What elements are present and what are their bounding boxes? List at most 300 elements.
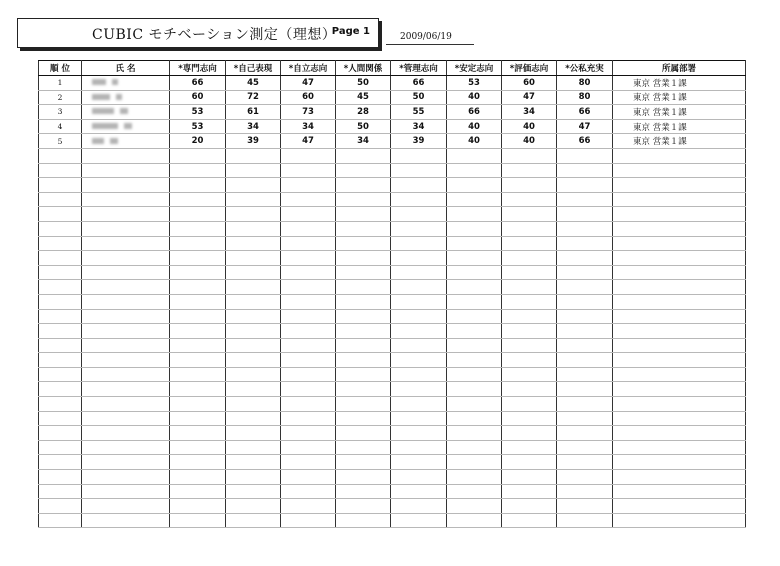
score-cell bbox=[281, 338, 336, 353]
score-cell bbox=[336, 353, 391, 368]
department-cell bbox=[613, 455, 746, 470]
score-cell bbox=[391, 265, 447, 280]
col-header-rank: 順 位 bbox=[39, 61, 82, 76]
redacted-name-block bbox=[124, 123, 132, 129]
score-cell bbox=[502, 265, 557, 280]
rank-cell bbox=[39, 221, 82, 236]
score-cell bbox=[336, 294, 391, 309]
score-cell bbox=[281, 353, 336, 368]
score-cell: 66 bbox=[557, 134, 613, 149]
name-cell bbox=[82, 324, 170, 339]
department-cell bbox=[613, 309, 746, 324]
table-body bbox=[39, 76, 746, 528]
rank-cell: 4 bbox=[39, 119, 82, 134]
department-cell bbox=[613, 513, 746, 528]
score-cell bbox=[447, 440, 502, 455]
score-cell bbox=[336, 426, 391, 441]
score-cell bbox=[502, 397, 557, 412]
col-header-management: *管理志向 bbox=[391, 61, 447, 76]
score-cell bbox=[226, 324, 281, 339]
score-cell bbox=[281, 280, 336, 295]
score-cell bbox=[391, 411, 447, 426]
score-cell bbox=[281, 397, 336, 412]
score-cell bbox=[557, 499, 613, 514]
score-cell: 47 bbox=[557, 119, 613, 134]
score-cell bbox=[336, 221, 391, 236]
score-cell bbox=[336, 484, 391, 499]
score-cell bbox=[336, 470, 391, 485]
score-cell bbox=[170, 338, 226, 353]
score-cell bbox=[281, 221, 336, 236]
score-cell bbox=[557, 192, 613, 207]
score-cell bbox=[557, 207, 613, 222]
score-cell bbox=[281, 499, 336, 514]
department-cell bbox=[613, 207, 746, 222]
table-row bbox=[39, 221, 746, 236]
rank-cell: 1 bbox=[39, 76, 82, 91]
score-cell bbox=[557, 178, 613, 193]
score-cell bbox=[557, 382, 613, 397]
name-cell bbox=[82, 455, 170, 470]
score-cell bbox=[336, 338, 391, 353]
score-cell bbox=[226, 221, 281, 236]
rank-cell bbox=[39, 207, 82, 222]
department-cell: 東京 営業１課 bbox=[613, 90, 746, 105]
rank-cell bbox=[39, 426, 82, 441]
score-cell: 61 bbox=[226, 105, 281, 120]
rank-cell bbox=[39, 251, 82, 266]
score-cell bbox=[226, 484, 281, 499]
department-cell: 東京 営業１課 bbox=[613, 134, 746, 149]
score-cell bbox=[502, 207, 557, 222]
score-cell bbox=[557, 324, 613, 339]
score-cell bbox=[226, 367, 281, 382]
name-cell bbox=[82, 134, 170, 149]
department-cell bbox=[613, 265, 746, 280]
score-cell bbox=[502, 513, 557, 528]
name-cell bbox=[82, 280, 170, 295]
score-cell bbox=[281, 163, 336, 178]
score-cell bbox=[502, 221, 557, 236]
department-cell: 東京 営業１課 bbox=[613, 119, 746, 134]
table-row bbox=[39, 119, 746, 134]
score-cell bbox=[170, 294, 226, 309]
rank-cell: 5 bbox=[39, 134, 82, 149]
redacted-name-block bbox=[92, 138, 104, 144]
score-cell: 80 bbox=[557, 90, 613, 105]
score-cell bbox=[170, 513, 226, 528]
table-row bbox=[39, 397, 746, 412]
rank-cell: 3 bbox=[39, 105, 82, 120]
rank-cell bbox=[39, 499, 82, 514]
score-cell bbox=[391, 426, 447, 441]
score-cell: 53 bbox=[170, 105, 226, 120]
score-cell: 66 bbox=[170, 76, 226, 91]
score-cell: 73 bbox=[281, 105, 336, 120]
score-cell bbox=[170, 484, 226, 499]
score-cell bbox=[336, 411, 391, 426]
score-cell: 66 bbox=[447, 105, 502, 120]
score-cell bbox=[170, 148, 226, 163]
col-header-independence: *自立志向 bbox=[281, 61, 336, 76]
rank-cell bbox=[39, 470, 82, 485]
name-cell bbox=[82, 221, 170, 236]
score-cell bbox=[502, 440, 557, 455]
department-cell bbox=[613, 426, 746, 441]
score-cell bbox=[502, 324, 557, 339]
department-cell bbox=[613, 338, 746, 353]
rank-cell bbox=[39, 484, 82, 499]
score-cell bbox=[502, 280, 557, 295]
table-row bbox=[39, 90, 746, 105]
col-header-name: 氏 名 bbox=[82, 61, 170, 76]
score-cell bbox=[557, 470, 613, 485]
score-cell bbox=[557, 265, 613, 280]
department-cell bbox=[613, 324, 746, 339]
score-cell: 53 bbox=[447, 76, 502, 91]
name-cell bbox=[82, 499, 170, 514]
table-row bbox=[39, 192, 746, 207]
score-cell bbox=[447, 280, 502, 295]
score-cell bbox=[336, 397, 391, 412]
score-cell: 34 bbox=[281, 119, 336, 134]
score-cell bbox=[502, 309, 557, 324]
score-cell bbox=[336, 382, 391, 397]
name-cell bbox=[82, 470, 170, 485]
score-cell bbox=[336, 207, 391, 222]
col-header-stability: *安定志向 bbox=[447, 61, 502, 76]
motivation-table bbox=[38, 60, 746, 528]
score-cell bbox=[447, 484, 502, 499]
score-cell: 34 bbox=[391, 119, 447, 134]
table-row bbox=[39, 499, 746, 514]
score-cell bbox=[226, 178, 281, 193]
score-cell bbox=[557, 338, 613, 353]
col-header-evaluation: *評価志向 bbox=[502, 61, 557, 76]
table-row bbox=[39, 236, 746, 251]
score-cell bbox=[170, 221, 226, 236]
department-cell bbox=[613, 499, 746, 514]
page-number: Page 1 bbox=[331, 26, 370, 37]
score-cell bbox=[557, 440, 613, 455]
score-cell: 34 bbox=[226, 119, 281, 134]
score-cell: 40 bbox=[447, 119, 502, 134]
department-cell bbox=[613, 440, 746, 455]
score-cell: 34 bbox=[336, 134, 391, 149]
score-cell bbox=[170, 367, 226, 382]
score-cell bbox=[557, 163, 613, 178]
score-cell: 47 bbox=[281, 76, 336, 91]
score-cell bbox=[336, 192, 391, 207]
score-cell bbox=[281, 251, 336, 266]
score-cell bbox=[447, 367, 502, 382]
score-cell bbox=[447, 353, 502, 368]
score-cell bbox=[557, 426, 613, 441]
score-cell bbox=[557, 513, 613, 528]
score-cell bbox=[557, 221, 613, 236]
name-cell bbox=[82, 367, 170, 382]
name-cell bbox=[82, 236, 170, 251]
score-cell bbox=[170, 207, 226, 222]
score-cell bbox=[502, 251, 557, 266]
name-cell bbox=[82, 338, 170, 353]
score-cell: 50 bbox=[336, 76, 391, 91]
col-header-self-expression: *自己表現 bbox=[226, 61, 281, 76]
name-cell bbox=[82, 76, 170, 91]
score-cell bbox=[557, 353, 613, 368]
name-cell bbox=[82, 382, 170, 397]
score-cell bbox=[557, 411, 613, 426]
score-cell bbox=[391, 470, 447, 485]
table-row bbox=[39, 309, 746, 324]
col-header-department: 所属部署 bbox=[613, 61, 746, 76]
name-cell bbox=[82, 148, 170, 163]
score-cell bbox=[226, 397, 281, 412]
date-underline bbox=[386, 44, 474, 45]
score-cell bbox=[391, 178, 447, 193]
score-cell bbox=[391, 338, 447, 353]
score-cell bbox=[226, 455, 281, 470]
score-cell bbox=[281, 470, 336, 485]
score-cell: 45 bbox=[226, 76, 281, 91]
rank-cell bbox=[39, 353, 82, 368]
rank-cell bbox=[39, 397, 82, 412]
department-cell bbox=[613, 367, 746, 382]
col-header-work-life: *公私充実 bbox=[557, 61, 613, 76]
table-row bbox=[39, 178, 746, 193]
score-cell bbox=[447, 236, 502, 251]
department-cell bbox=[613, 236, 746, 251]
score-cell bbox=[170, 353, 226, 368]
name-cell bbox=[82, 397, 170, 412]
score-cell bbox=[447, 513, 502, 528]
score-cell bbox=[447, 499, 502, 514]
score-cell bbox=[336, 499, 391, 514]
score-cell bbox=[226, 207, 281, 222]
redacted-name-block bbox=[92, 79, 106, 85]
name-cell bbox=[82, 192, 170, 207]
score-cell: 40 bbox=[502, 134, 557, 149]
table-row bbox=[39, 411, 746, 426]
score-cell bbox=[502, 426, 557, 441]
score-cell bbox=[557, 484, 613, 499]
score-cell bbox=[447, 148, 502, 163]
col-header-expertise: *専門志向 bbox=[170, 61, 226, 76]
score-cell: 47 bbox=[281, 134, 336, 149]
score-cell bbox=[281, 367, 336, 382]
rank-cell bbox=[39, 338, 82, 353]
score-cell bbox=[226, 470, 281, 485]
name-cell bbox=[82, 309, 170, 324]
rank-cell bbox=[39, 382, 82, 397]
score-cell bbox=[281, 426, 336, 441]
redacted-name-block bbox=[92, 94, 110, 100]
score-cell bbox=[391, 382, 447, 397]
rank-cell bbox=[39, 294, 82, 309]
score-cell bbox=[447, 178, 502, 193]
score-cell bbox=[281, 294, 336, 309]
score-cell: 45 bbox=[336, 90, 391, 105]
score-cell bbox=[226, 294, 281, 309]
score-cell bbox=[170, 309, 226, 324]
score-cell bbox=[226, 280, 281, 295]
name-cell bbox=[82, 353, 170, 368]
score-cell bbox=[170, 440, 226, 455]
score-cell bbox=[226, 382, 281, 397]
score-cell bbox=[391, 309, 447, 324]
table-row bbox=[39, 207, 746, 222]
score-cell bbox=[447, 455, 502, 470]
score-cell bbox=[226, 163, 281, 178]
name-cell bbox=[82, 426, 170, 441]
name-cell bbox=[82, 119, 170, 134]
department-cell bbox=[613, 221, 746, 236]
table-row bbox=[39, 353, 746, 368]
score-cell bbox=[170, 455, 226, 470]
rank-cell bbox=[39, 324, 82, 339]
score-cell bbox=[391, 499, 447, 514]
score-cell: 39 bbox=[226, 134, 281, 149]
score-cell bbox=[447, 426, 502, 441]
col-header-relationships: *人間関係 bbox=[336, 61, 391, 76]
table-row bbox=[39, 148, 746, 163]
table-row bbox=[39, 76, 746, 91]
score-cell bbox=[281, 265, 336, 280]
department-cell bbox=[613, 397, 746, 412]
name-cell bbox=[82, 105, 170, 120]
department-cell: 東京 営業１課 bbox=[613, 105, 746, 120]
score-cell bbox=[502, 470, 557, 485]
score-cell bbox=[226, 192, 281, 207]
score-cell: 40 bbox=[447, 134, 502, 149]
department-cell: 東京 営業１課 bbox=[613, 76, 746, 91]
score-cell bbox=[447, 163, 502, 178]
redacted-name-block bbox=[112, 79, 118, 85]
score-cell bbox=[391, 280, 447, 295]
score-cell bbox=[226, 353, 281, 368]
name-cell bbox=[82, 178, 170, 193]
score-cell bbox=[502, 455, 557, 470]
score-cell bbox=[281, 382, 336, 397]
table-row bbox=[39, 470, 746, 485]
rank-cell bbox=[39, 163, 82, 178]
score-cell bbox=[447, 294, 502, 309]
score-cell bbox=[557, 309, 613, 324]
redacted-name-block bbox=[120, 108, 128, 114]
score-cell: 50 bbox=[336, 119, 391, 134]
score-cell bbox=[170, 265, 226, 280]
score-cell bbox=[447, 338, 502, 353]
score-cell bbox=[226, 309, 281, 324]
score-cell: 80 bbox=[557, 76, 613, 91]
score-cell bbox=[281, 148, 336, 163]
score-cell: 39 bbox=[391, 134, 447, 149]
score-cell bbox=[391, 163, 447, 178]
score-cell bbox=[391, 294, 447, 309]
table-row bbox=[39, 324, 746, 339]
score-cell bbox=[281, 178, 336, 193]
score-cell bbox=[502, 484, 557, 499]
redacted-name-block bbox=[92, 108, 114, 114]
score-cell: 60 bbox=[502, 76, 557, 91]
report-title: CUBIC モチベーション測定（理想） bbox=[92, 27, 337, 43]
score-cell bbox=[502, 353, 557, 368]
name-cell bbox=[82, 294, 170, 309]
table-row bbox=[39, 426, 746, 441]
rank-cell bbox=[39, 309, 82, 324]
score-cell bbox=[226, 236, 281, 251]
score-cell bbox=[336, 309, 391, 324]
score-cell bbox=[447, 221, 502, 236]
report-title-box bbox=[17, 18, 379, 48]
redacted-name-block bbox=[110, 138, 118, 144]
table-row bbox=[39, 367, 746, 382]
score-cell bbox=[226, 440, 281, 455]
table-row bbox=[39, 251, 746, 266]
score-cell bbox=[226, 148, 281, 163]
department-cell bbox=[613, 470, 746, 485]
score-cell bbox=[336, 440, 391, 455]
score-cell bbox=[447, 324, 502, 339]
table-row bbox=[39, 265, 746, 280]
score-cell bbox=[502, 499, 557, 514]
score-cell: 34 bbox=[502, 105, 557, 120]
rank-cell bbox=[39, 513, 82, 528]
score-cell bbox=[336, 367, 391, 382]
score-cell bbox=[226, 411, 281, 426]
score-cell bbox=[336, 455, 391, 470]
score-cell bbox=[391, 484, 447, 499]
score-cell: 40 bbox=[447, 90, 502, 105]
rank-cell bbox=[39, 280, 82, 295]
table-row bbox=[39, 338, 746, 353]
department-cell bbox=[613, 294, 746, 309]
score-cell bbox=[502, 148, 557, 163]
score-cell bbox=[391, 192, 447, 207]
score-cell bbox=[447, 251, 502, 266]
score-cell bbox=[447, 192, 502, 207]
score-cell: 66 bbox=[391, 76, 447, 91]
score-cell bbox=[226, 513, 281, 528]
rank-cell bbox=[39, 367, 82, 382]
table-row bbox=[39, 294, 746, 309]
score-cell bbox=[391, 353, 447, 368]
table-row bbox=[39, 513, 746, 528]
table-row bbox=[39, 382, 746, 397]
score-cell bbox=[170, 411, 226, 426]
score-cell bbox=[502, 411, 557, 426]
score-cell bbox=[226, 426, 281, 441]
score-cell bbox=[281, 324, 336, 339]
score-cell bbox=[557, 294, 613, 309]
score-cell bbox=[557, 455, 613, 470]
score-cell bbox=[391, 513, 447, 528]
score-cell bbox=[391, 455, 447, 470]
score-cell bbox=[502, 382, 557, 397]
score-cell bbox=[447, 411, 502, 426]
score-cell bbox=[557, 251, 613, 266]
name-cell bbox=[82, 90, 170, 105]
score-cell bbox=[170, 470, 226, 485]
score-cell bbox=[447, 265, 502, 280]
table-header-row bbox=[39, 61, 746, 76]
score-cell bbox=[502, 294, 557, 309]
department-cell bbox=[613, 382, 746, 397]
score-cell bbox=[226, 265, 281, 280]
score-cell bbox=[281, 309, 336, 324]
score-cell bbox=[391, 148, 447, 163]
table-row bbox=[39, 455, 746, 470]
